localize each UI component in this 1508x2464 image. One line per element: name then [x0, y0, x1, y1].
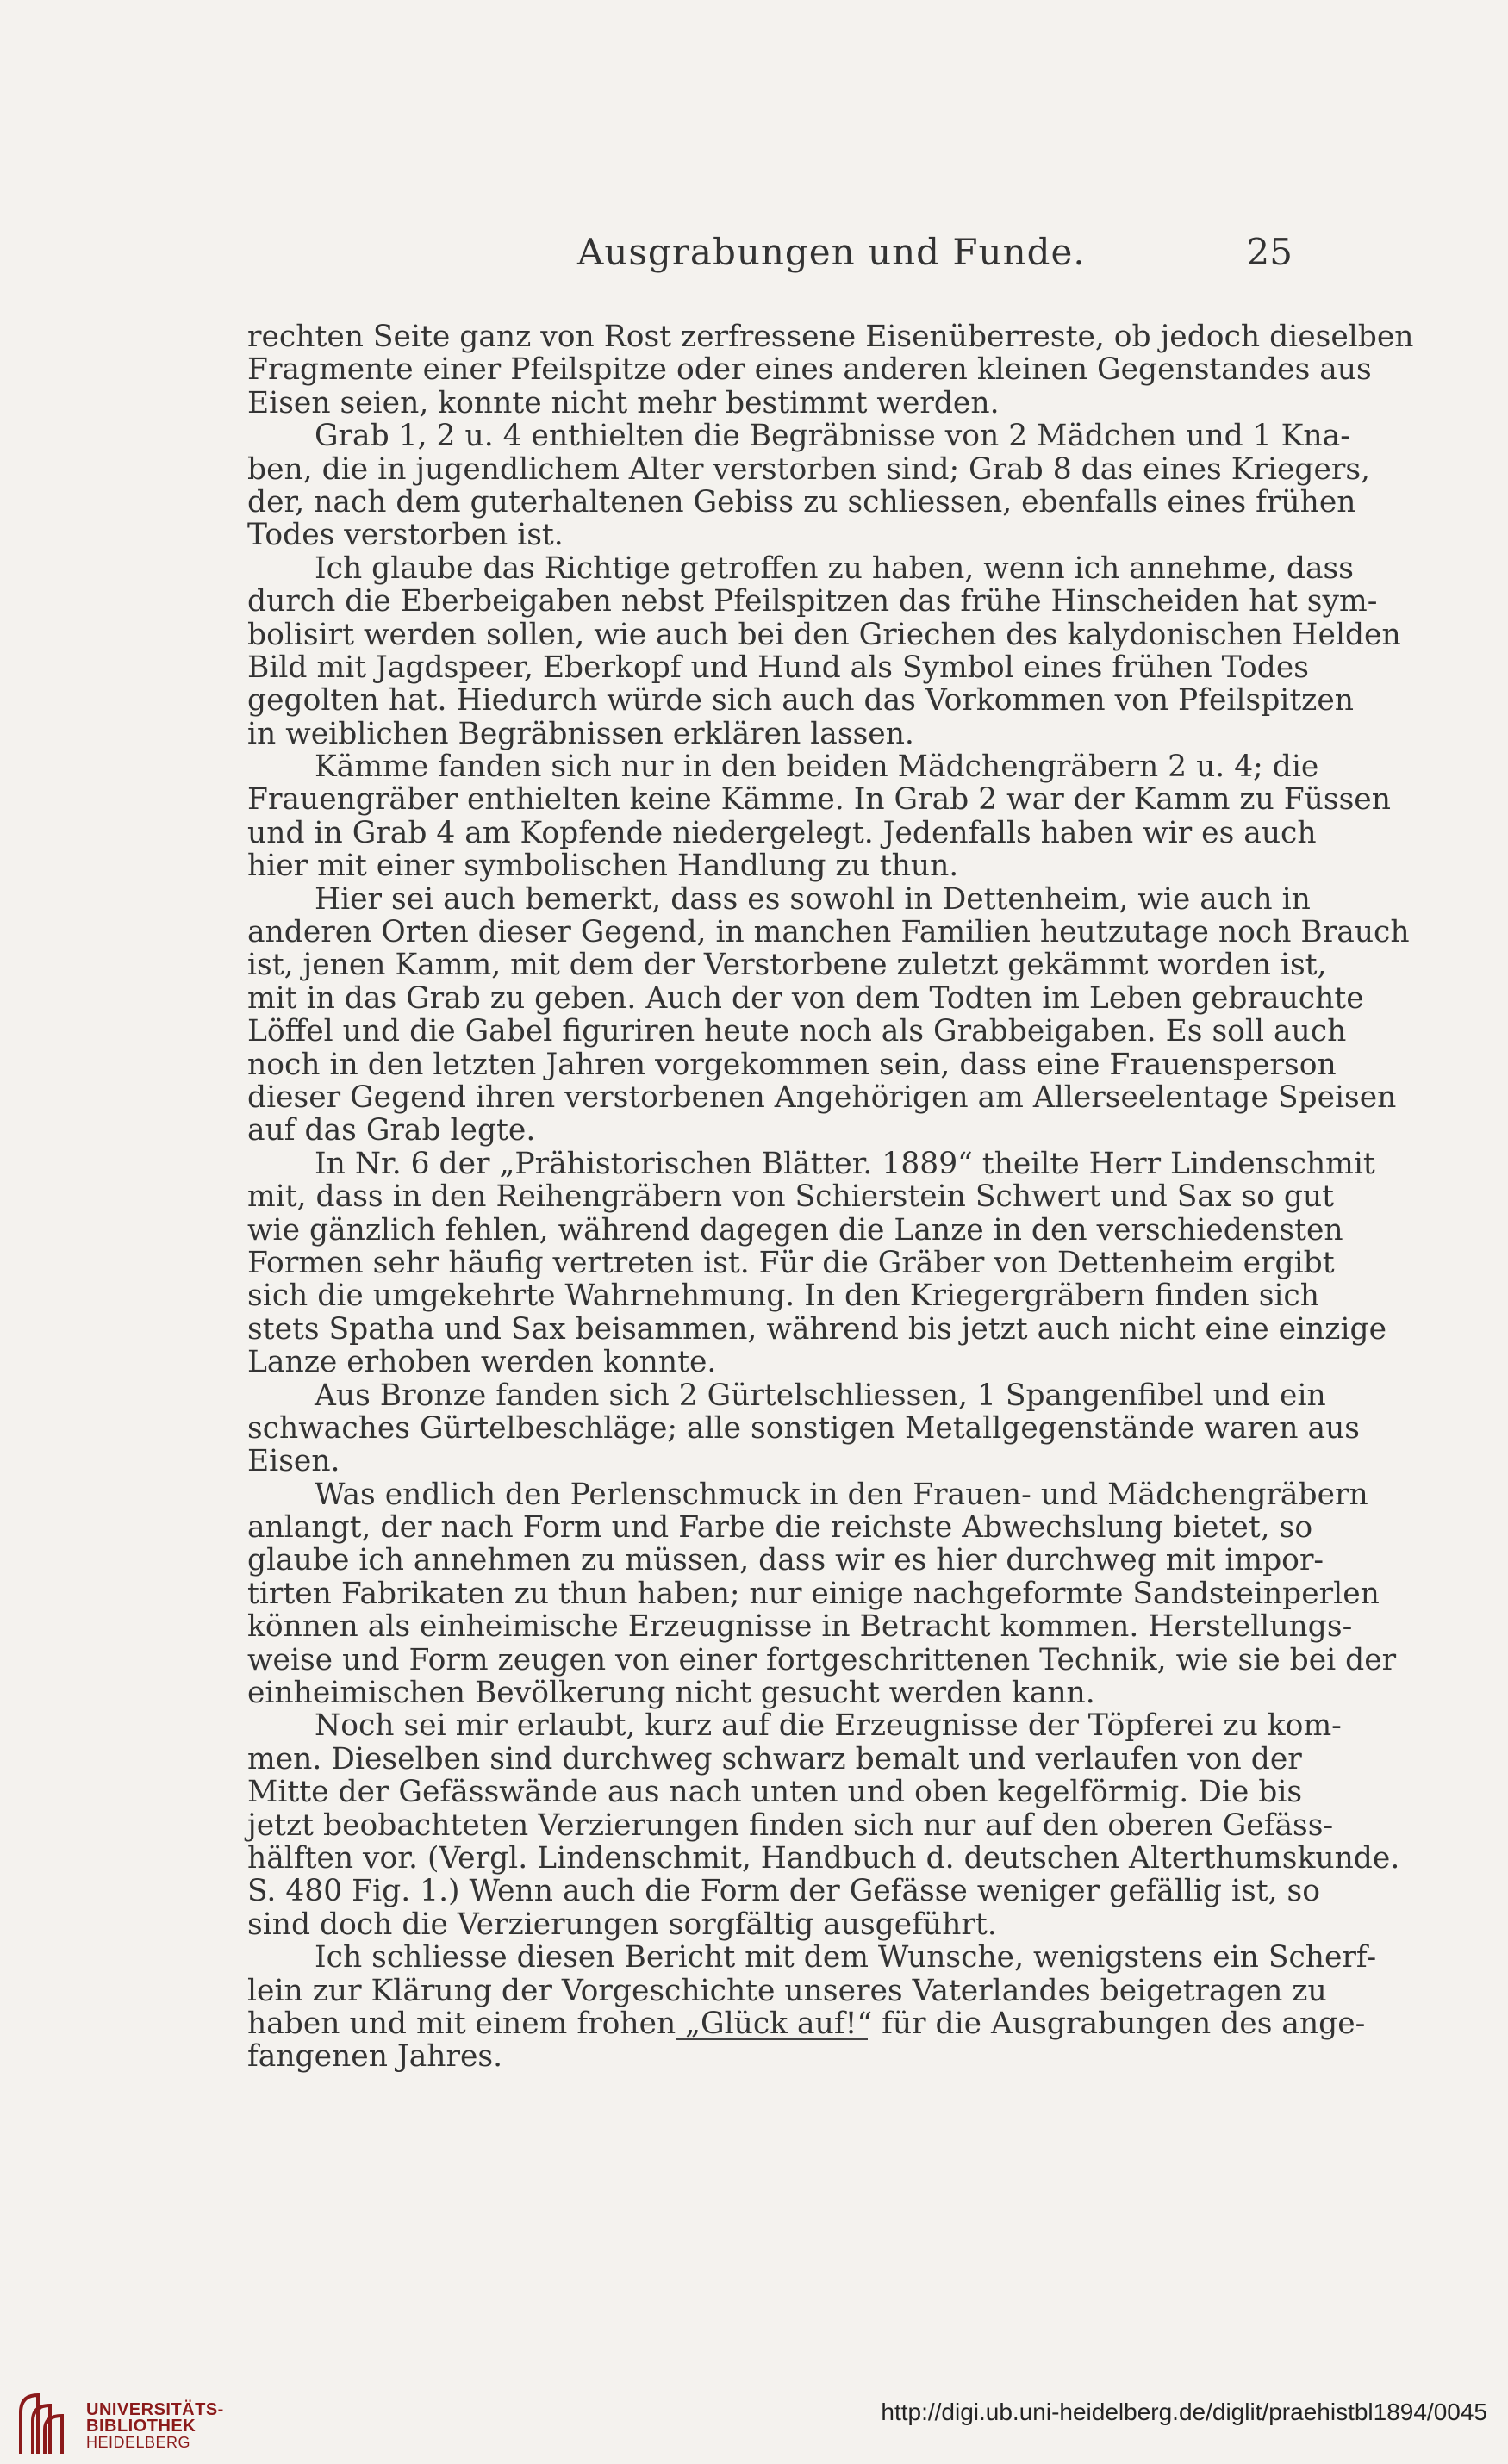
- text-line: lein zur Klärung der Vorgeschichte unseres Vaterlandes beigetragen zu: [247, 1973, 1327, 2008]
- text-line: Bild mit Jagdspeer, Eberkopf und Hund als Symbol eines frühen Todes: [247, 650, 1309, 685]
- text-line: Aus Bronze fanden sich 2 Gürtelschliessen, 1 Spangenfibel und ein: [315, 1378, 1326, 1413]
- text-line: sich die umgekehrte Wahrnehmung. In den Kriegergräbern finden sich: [247, 1279, 1319, 1314]
- text-line: Eisen seien, konnte nicht mehr bestimmt werden.: [247, 385, 1000, 420]
- text-line: Lanze erhoben werden konnte.: [247, 1345, 717, 1380]
- text-line: fangenen Jahres.: [247, 2039, 503, 2075]
- text-line: Mitte der Gefässwände aus nach unten und oben kegelförmig. Die bis: [247, 1775, 1303, 1810]
- text-line: stets Spatha und Sax beisammen, während bis jetzt auch nicht eine einzige: [247, 1311, 1386, 1347]
- text-line: Kämme fanden sich nur in den beiden Mädchengräbern 2 u. 4; die: [315, 750, 1319, 785]
- text-line: men. Dieselben sind durchweg schwarz bemalt und verlaufen von der: [247, 1741, 1302, 1776]
- library-logo[interactable]: [14, 2386, 224, 2455]
- text-line: schwaches Gürtelbeschläge; alle sonstigen Metallgegenstände waren aus: [247, 1410, 1360, 1446]
- library-name-line1: UNIVERSITÄTS-: [86, 2400, 224, 2419]
- page-number: 25: [1246, 231, 1293, 273]
- text-line: Grab 1, 2 u. 4 enthielten die Begräbnisse von 2 Mädchen und 1 Kna-: [315, 419, 1350, 454]
- text-line: Eisen.: [247, 1444, 340, 1479]
- text-line: der, nach dem guterhaltenen Gebiss zu schliessen, ebenfalls eines frühen: [247, 484, 1356, 520]
- text-line: in weiblichen Begräbnissen erklären lassen.: [247, 716, 914, 751]
- text-line: tirten Fabrikaten zu thun haben; nur einige nachgeformte Sandsteinperlen: [247, 1576, 1380, 1611]
- text-line: hälften vor. (Vergl. Lindenschmit, Handbuch d. deutschen Alterthumskunde.: [247, 1840, 1400, 1876]
- text-line: Fragmente einer Pfeilspitze oder eines anderen kleinen Gegenstandes aus: [247, 352, 1372, 388]
- library-name: [86, 2402, 224, 2451]
- text-line: hier mit einer symbolischen Handlung zu thun.: [247, 849, 959, 884]
- text-line: In Nr. 6 der „Prähistorischen Blätter. 1889“ theilte Herr Lindenschmit: [315, 1146, 1375, 1181]
- text-line: durch die Eberbeigaben nebst Pfeilspitzen das frühe Hinscheiden hat sym-: [247, 584, 1378, 619]
- text-line: sind doch die Verzierungen sorgfältig ausgeführt.: [247, 1907, 997, 1942]
- text-line: Löffel und die Gabel figuriren heute noch als Grabbeigaben. Es soll auch: [247, 1014, 1347, 1049]
- text-line: Frauengräber enthielten keine Kämme. In Grab 2 war der Kamm zu Füssen: [247, 782, 1391, 818]
- text-line: bolisirt werden sollen, wie auch bei den Griechen des kalydonischen Helden: [247, 617, 1401, 652]
- end-rule: [676, 2038, 868, 2040]
- text-line: jetzt beobachteten Verzierungen finden sich nur auf den oberen Gefäss-: [247, 1808, 1334, 1843]
- text-line: ben, die in jugendlichem Alter verstorben sind; Grab 8 das eines Kriegers,: [247, 451, 1371, 487]
- text-line: einheimischen Bevölkerung nicht gesucht werden kann.: [247, 1676, 1095, 1711]
- text-line: Noch sei mir erlaubt, kurz auf die Erzeugnisse der Töpferei zu kom-: [315, 1708, 1342, 1744]
- text-line: S. 480 Fig. 1.) Wenn auch die Form der Gefässe weniger gefällig ist, so: [247, 1874, 1320, 1909]
- text-line: haben und mit einem frohen „Glück auf!“ für die Ausgrabungen des ange-: [247, 2006, 1366, 2041]
- source-url-link[interactable]: http://digi.ub.uni-heidelberg.de/diglit/praehistbl1894/0045: [881, 2399, 1487, 2425]
- text-line: Ich schliesse diesen Bericht mit dem Wunsche, wenigstens ein Scherf-: [315, 1940, 1377, 1976]
- text-line: ist, jenen Kamm, mit dem der Verstorbene zuletzt gekämmt worden ist,: [247, 948, 1327, 983]
- text-line: gegolten hat. Hiedurch würde sich auch das Vorkommen von Pfeilspitzen: [247, 683, 1354, 719]
- text-line: glaube ich annehmen zu müssen, dass wir es hier durchweg mit impor-: [247, 1543, 1324, 1578]
- text-line: noch in den letzten Jahren vorgekommen sein, dass eine Frauensperson: [247, 1047, 1337, 1082]
- text-line: können als einheimische Erzeugnisse in Betracht kommen. Herstellungs-: [247, 1609, 1353, 1645]
- text-line: Ich glaube das Richtige getroffen zu haben, wenn ich annehme, dass: [315, 551, 1354, 586]
- library-name-line3: HEIDELBERG: [86, 2434, 191, 2451]
- body-text: [247, 320, 1414, 2075]
- text-line: rechten Seite ganz von Rost zerfressene Eisenüberreste, ob jedoch dieselben: [247, 320, 1414, 354]
- text-line: und in Grab 4 am Kopfende niedergelegt. Jedenfalls haben wir es auch: [247, 815, 1317, 850]
- text-line: Was endlich den Perlenschmuck in den Frauen- und Mädchengräbern: [315, 1477, 1368, 1512]
- text-line: mit in das Grab zu geben. Auch der von dem Todten im Leben gebrauchte: [247, 980, 1364, 1016]
- text-line: anderen Orten dieser Gegend, in manchen Familien heutzutage noch Brauch: [247, 915, 1410, 950]
- text-line: Hier sei auch bemerkt, dass es sowohl in Dettenheim, wie auch in: [315, 881, 1311, 917]
- text-line: dieser Gegend ihren verstorbenen Angehörigen am Allerseelentage Speisen: [247, 1080, 1397, 1115]
- text-line: weise und Form zeugen von einer fortgeschrittenen Technik, wie sie bei der: [247, 1642, 1397, 1677]
- text-line: auf das Grab legte.: [247, 1113, 536, 1148]
- text-line: anlangt, der nach Form und Farbe die reichste Abwechslung bietet, so: [247, 1510, 1313, 1546]
- running-title: Ausgrabungen und Funde.: [577, 231, 1086, 273]
- library-emblem-icon: [14, 2386, 74, 2455]
- library-name-line2: BIBLIOTHEK: [86, 2417, 196, 2436]
- text-line: wie gänzlich fehlen, während dagegen die Lanze in den verschiedensten: [247, 1212, 1343, 1248]
- text-line: Formen sehr häufig vertreten ist. Für die Gräber von Dettenheim ergibt: [247, 1245, 1335, 1280]
- text-line: mit, dass in den Reihengräbern von Schierstein Schwert und Sax so gut: [247, 1179, 1335, 1215]
- text-line: Todes verstorben ist.: [247, 518, 564, 553]
